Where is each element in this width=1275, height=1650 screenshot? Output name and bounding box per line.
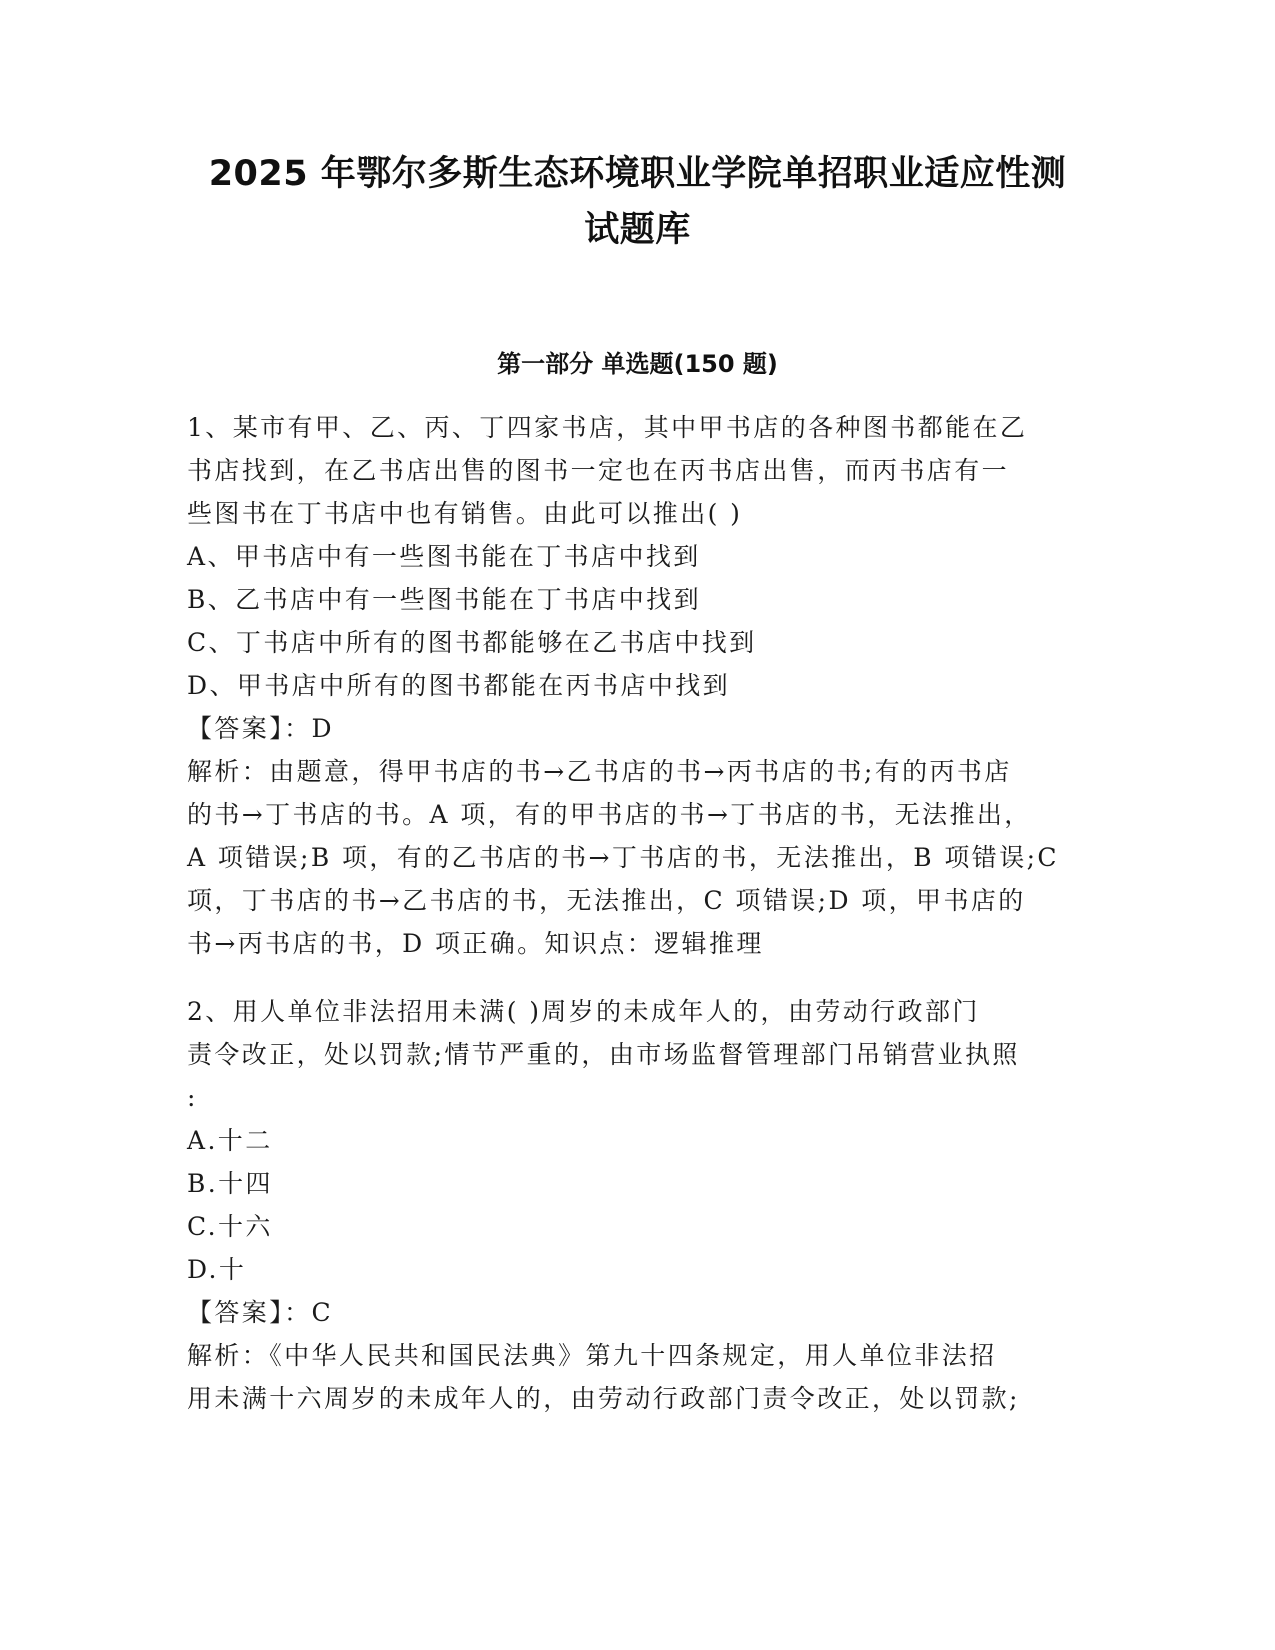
document-title-line-2: 试题库 xyxy=(584,210,691,250)
question-1-explanation-line: 书→丙书店的书，D 项正确。知识点：逻辑推理 xyxy=(187,929,764,958)
question-2-option-a: A.十二 xyxy=(187,1126,273,1155)
question-1-explanation-line: 项，丁书店的书→乙书店的书，无法推出，C 项错误;D 项，甲书店的 xyxy=(187,886,1026,915)
question-1-stem-line: 1、某市有甲、乙、丙、丁四家书店，其中甲书店的各种图书都能在乙 xyxy=(187,413,1028,442)
question-2-explanation-line: 用未满十六周岁的未成年人的，由劳动行政部门责令改正，处以罚款; xyxy=(187,1384,1020,1413)
question-1-option-d: D、甲书店中所有的图书都能在丙书店中找到 xyxy=(187,671,731,700)
question-1-option-b: B、乙书店中有一些图书能在丁书店中找到 xyxy=(187,585,701,614)
question-1 xyxy=(187,406,1077,965)
question-2-answer: 【答案】：C xyxy=(187,1298,334,1327)
question-2-option-d: D.十 xyxy=(187,1255,247,1284)
question-2-stem-line: 2、用人单位非法招用未满( )周岁的未成年人的，由劳动行政部门 xyxy=(187,997,980,1026)
question-1-option-a: A、甲书店中有一些图书能在丁书店中找到 xyxy=(187,542,701,571)
section-heading: 第一部分 单选题(150 题) xyxy=(497,350,778,378)
question-1-answer: 【答案】：D xyxy=(187,714,334,743)
question-1-stem-line: 些图书在丁书店中也有销售。由此可以推出( ) xyxy=(187,499,743,528)
question-2-option-b: B.十四 xyxy=(187,1169,273,1198)
question-1-explanation-line: A 项错误;B 项，有的乙书店的书→丁书店的书，无法推出，B 项错误;C xyxy=(187,843,1059,872)
question-1-explanation-line: 的书→丁书店的书。A 项，有的甲书店的书→丁书店的书，无法推出， xyxy=(187,800,1032,829)
question-1-option-c: C、丁书店中所有的图书都能够在乙书店中找到 xyxy=(187,628,757,657)
question-2-stem-line: : xyxy=(187,1083,198,1112)
question-1-explanation-line: 解析：由题意，得甲书店的书→乙书店的书→丙书店的书;有的丙书店 xyxy=(187,757,1012,786)
question-2-option-c: C.十六 xyxy=(187,1212,273,1241)
question-2 xyxy=(187,990,1077,1420)
question-1-stem-line: 书店找到，在乙书店出售的图书一定也在丙书店出售，而丙书店有一 xyxy=(187,456,1010,485)
question-2-stem-line: 责令改正，处以罚款;情节严重的，由市场监督管理部门吊销营业执照 xyxy=(187,1040,1020,1069)
document-title xyxy=(150,146,1125,258)
document-title-line-1: 2025 年鄂尔多斯生态环境职业学院单招职业适应性测 xyxy=(208,154,1067,194)
question-2-explanation-line: 解析：《中华人民共和国民法典》第九十四条规定，用人单位非法招 xyxy=(187,1341,997,1370)
